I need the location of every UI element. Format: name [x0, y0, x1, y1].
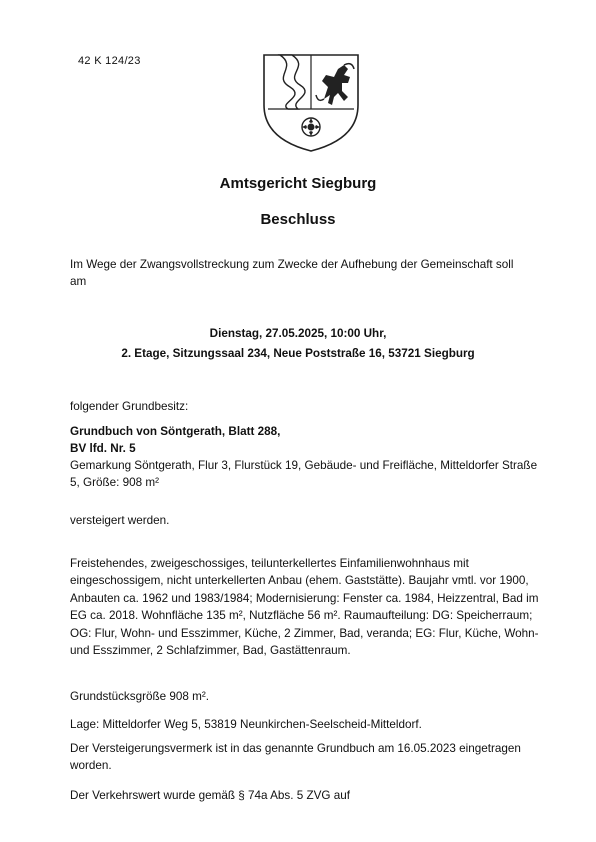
- appointment-block: [0, 324, 596, 364]
- intro-paragraph: Im Wege der Zwangsvollstreckung zum Zwecke der Aufhebung der Gemeinschaft soll am: [70, 258, 514, 289]
- nrw-coat-of-arms-icon: [258, 47, 364, 153]
- plot-size: Grundstücksgröße 908 m².: [70, 690, 210, 703]
- court-name: Amtsgericht Siegburg: [219, 175, 377, 192]
- property-description: Freistehendes, zweigeschossiges, teilunterkellertes Einfamilienwohnhaus mit eingeschossigem, nicht unterkellerten Anbau (ehem. Gaststätte). Baujahr vmtl. vor 1900, Anbauten ca. 1962 und 1983/1984; Modernisierung: Fenster ca. 1984, Heizzentral, Bad im EG ca. 2018. Wohnfläche 135 m², Nutzfläche 56 m². Raumaufteilung: DG: Speicherraum; OG: Flur, Wohn- und Esszimmer, Küche, 2 Zimmer, Bad, veranda; EG: Flur, Küche, Wohn- und Esszimmer, 2 Schlafzimmer, Bad, Gastättenraum.: [70, 557, 539, 658]
- appointment-date: Dienstag, 27.05.2025, 10:00 Uhr,: [209, 327, 387, 340]
- appointment-location: 2. Etage, Sitzungssaal 234, Neue Poststraße 16, 53721 Siegburg: [121, 347, 475, 360]
- file-reference: 42 K 124/23: [78, 55, 141, 67]
- decision-title: Beschluss: [260, 211, 336, 228]
- property-location: Lage: Mitteldorfer Weg 5, 53819 Neunkirchen-Seelscheid-Mitteldorf.: [70, 718, 422, 731]
- market-value: Der Verkehrswert wurde gemäß § 74a Abs. 5 ZVG auf: [70, 789, 350, 802]
- bv-number: BV lfd. Nr. 5: [70, 442, 136, 455]
- cadastral-description: Gemarkung Söntgerath, Flur 3, Flurstück 19, Gebäude- und Freifläche, Mitteldorfer Straße 5, Größe: 908 m²: [70, 459, 538, 490]
- property-intro: folgender Grundbesitz:: [70, 400, 189, 413]
- land-register-title: Grundbuch von Söntgerath, Blatt 288,: [70, 425, 281, 438]
- auction-note: Der Versteigerungsvermerk ist in das genannte Grundbuch am 16.05.2023 eingetragen worden.: [70, 742, 521, 773]
- auction-statement: versteigert werden.: [70, 514, 170, 527]
